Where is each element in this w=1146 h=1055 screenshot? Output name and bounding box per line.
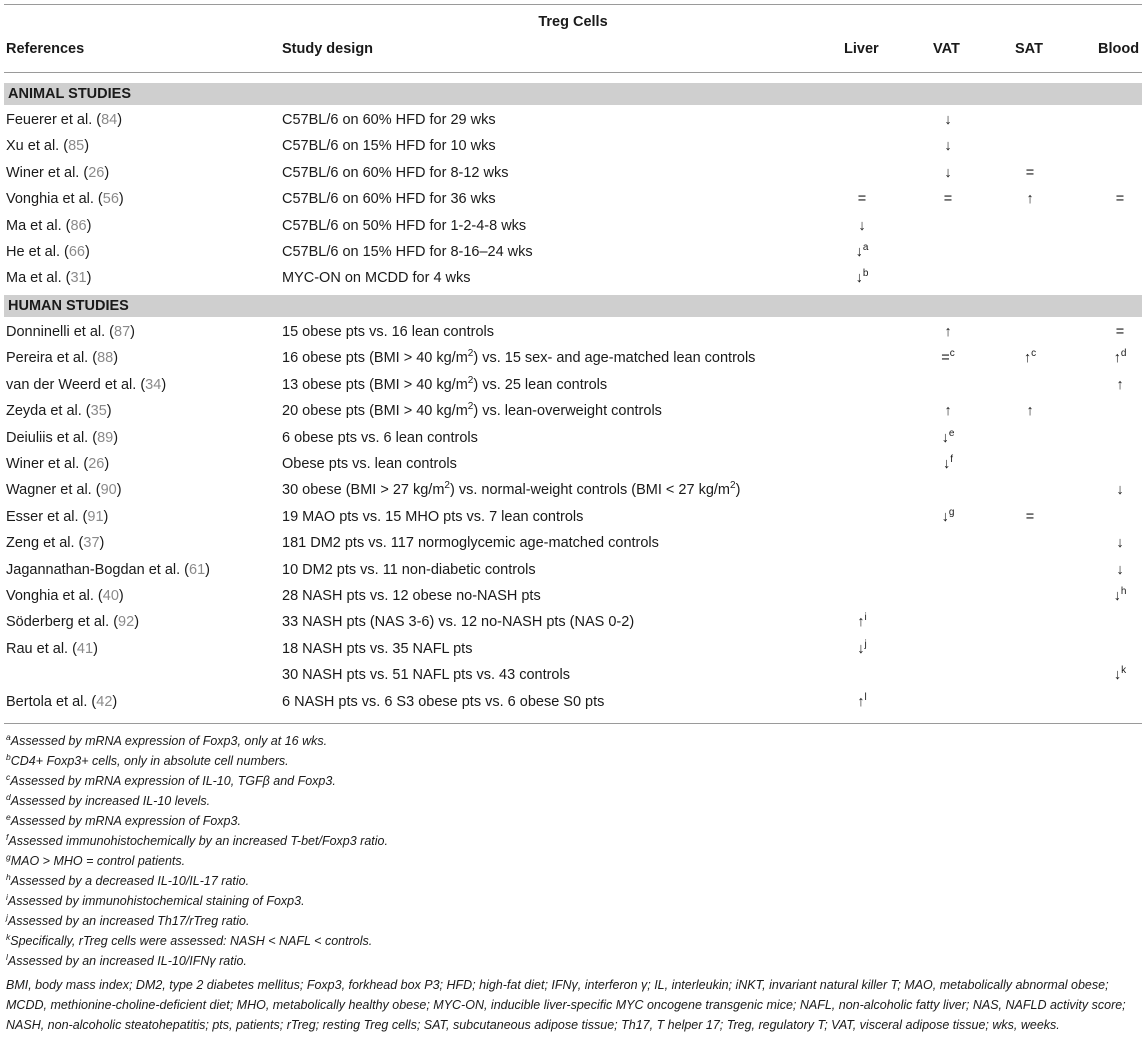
study-design-cell [282,662,570,688]
blood-value [1100,372,1140,398]
footnote-mark: b [6,752,11,762]
reference-close: ) [118,588,124,604]
blood-symbol: ↑ [1113,350,1121,367]
study-design-cell [282,239,533,265]
footnote-text: Assessed by an increased IL-10/IFNγ ratio. [7,954,247,968]
blood-symbol: ↑ [1116,376,1124,393]
table-row [0,636,1146,662]
blood-symbol: ↓ [1116,561,1124,578]
study-design-cell [282,372,607,398]
footnote [6,791,1142,811]
reference-close: ) [85,244,90,260]
study-design-cell [282,583,541,609]
blood-symbol: ↓ [1116,535,1124,552]
study-design-cell [282,107,496,133]
liver-value [842,265,882,291]
footnote-text: Assessed by mRNA expression of Foxp3, only at 16 wks. [10,734,328,748]
study-design-cell [282,213,526,239]
reference-close: ) [86,217,92,234]
study-design-cell [282,636,472,662]
header-references: References [6,41,85,57]
table-row [0,425,1146,451]
reference-cell [6,213,91,239]
reference-author: Bertola et al. ( [6,693,97,710]
reference-citation: 40 [102,588,119,604]
design-text: 10 DM2 pts vs. 11 non-diabetic controls [282,561,536,578]
liver-footnote-mark: i [864,612,867,624]
reference-citation: 86 [70,217,87,234]
reference-author: van der Weerd et al. ( [6,376,146,393]
reference-author: Winer et al. ( [6,456,89,472]
abbreviations: BMI, body mass index; DM2, type 2 diabetes mellitus; Foxp3, forkhead box P3; HFD; high-fat diet; IFNγ, interferon γ; IL, interleukin; iNKT, invariant natural killer T; MAO, metabolically abnormal obese; MCDD, methionine-choline-deficient diet; MHO, metabolically healthy obese; MYC-ON, inducible liver-specific MYC oncogene transgenic mice; NAFL, non-alcoholic fatty liver; NAS, NAFLD activity score; NASH, non-alcoholic steatohepatitis; pts, patients; rTreg; resting Treg cells; SAT, subcutaneous adipose tissue; Th17, T helper 17; Treg, regulatory T; VAT, visceral adipose tissue; wks, weeks. [6,978,1126,1032]
liver-footnote-mark: l [864,691,867,703]
reference-cell [6,160,109,186]
vat-symbol: ↑ [944,324,952,340]
footnote [6,811,1142,831]
reference-cell [6,319,135,345]
reference-close: ) [118,191,124,208]
table-row [0,372,1146,398]
design-text: 15 obese pts vs. 16 lean controls [282,324,494,340]
footnote [6,751,1142,771]
table-row [0,477,1146,503]
top-rule [4,4,1142,5]
header-blood: Blood [1098,41,1140,57]
reference-author: Ma et al. ( [6,270,71,287]
design-superscript: 2 [467,374,474,386]
design-text: C57BL/6 on 60% HFD for 36 wks [282,191,496,208]
sat-footnote-mark: c [1031,348,1037,360]
vat-value [928,504,968,530]
reference-citation: 85 [68,138,85,155]
reference-close: ) [113,350,119,367]
footnote-mark: l [6,952,8,962]
reference-author: Rau et al. ( [6,640,77,657]
reference-citation: 35 [90,403,107,420]
design-text: 6 NASH pts vs. 6 S3 obese pts vs. 6 obese S0 pts [282,693,605,710]
liver-symbol: ↓ [855,244,863,260]
reference-cell [6,133,89,159]
footnote-mark: c [6,772,11,782]
vat-footnote-mark: c [949,348,955,360]
footnote-mark: d [6,792,11,802]
reference-cell [6,609,139,635]
design-text: C57BL/6 on 15% HFD for 10 wks [282,138,496,155]
liver-footnote-mark: b [862,268,869,280]
vat-symbol: ↓ [942,456,951,472]
footnote-text: Assessed by increased IL-10 levels. [10,794,211,808]
table-row [0,609,1146,635]
vat-value [928,107,968,133]
vat-value [928,319,968,345]
table-row [0,319,1146,345]
section-animal-studies: ANIMAL STUDIES [4,83,1142,105]
reference-citation: 31 [70,270,87,287]
liver-symbol: ↓ [857,640,865,657]
reference-author: Vonghia et al. ( [6,191,103,208]
sat-value [1010,186,1050,212]
table-row [0,398,1146,424]
design-text: ) vs. normal-weight controls (BMI < 27 kg/m [449,482,730,499]
reference-citation: 42 [96,693,113,710]
liver-value [842,239,882,265]
blood-footnote-mark: d [1120,348,1127,360]
reference-citation: 91 [87,508,104,525]
liver-symbol: ↑ [857,693,865,710]
design-superscript: 2 [444,480,450,492]
blood-symbol: = [1115,191,1125,208]
liver-symbol: ↑ [857,614,865,631]
reference-citation: 92 [118,614,135,631]
liver-value [842,213,882,239]
section-human-studies: HUMAN STUDIES [4,295,1142,317]
liver-symbol: = [857,191,867,208]
reference-author: Wagner et al. ( [6,482,101,499]
table-row [0,530,1146,556]
footnote [6,911,1142,931]
table-row [0,239,1146,265]
footnote [6,871,1142,891]
table-row [0,504,1146,530]
vat-value [928,398,968,424]
design-text: ) vs. 15 sex- and age-matched lean controls [473,350,756,367]
table-row [0,107,1146,133]
liver-value [842,186,882,212]
sat-symbol: ↑ [1026,403,1034,420]
liver-symbol: ↓ [858,217,866,234]
footnote-text: Assessed immunohistochemically by an increased T-bet/Foxp3 ratio. [8,834,388,848]
footnote [6,931,1142,951]
reference-author: He et al. ( [6,244,69,260]
header-rule [4,72,1142,73]
study-design-cell [282,265,471,291]
design-text: 18 NASH pts vs. 35 NAFL pts [282,640,473,657]
vat-symbol: ↓ [944,112,952,128]
reference-author: Jagannathan-Bogdan et al. ( [6,561,189,578]
reference-author: Feuerer et al. ( [6,112,102,128]
blood-value [1100,186,1140,212]
liver-value [842,689,882,715]
reference-cell [6,557,210,583]
study-design-cell [282,398,662,424]
reference-close: ) [116,482,122,499]
vat-value [928,345,968,371]
sat-symbol: = [1025,508,1035,525]
reference-close: ) [130,324,135,340]
design-text: C57BL/6 on 60% HFD for 8-12 wks [282,164,509,181]
vat-value [928,186,968,212]
design-superscript: 2 [467,348,474,360]
reference-close: ) [84,138,90,155]
footnote-mark: e [6,812,11,822]
study-design-cell [282,186,496,212]
design-text: MYC-ON on MCDD for 4 wks [282,270,471,287]
reference-author: Xu et al. ( [6,138,69,155]
footnotes [6,731,1142,971]
reference-close: ) [99,535,105,552]
footnote [6,891,1142,911]
reference-close: ) [106,403,112,420]
design-text: C57BL/6 on 50% HFD for 1-2-4-8 wks [282,217,527,234]
vat-footnote-mark: g [948,506,955,518]
design-text: C57BL/6 on 60% HFD for 29 wks [282,112,496,128]
table-row [0,265,1146,291]
reference-cell [6,425,118,451]
table-row [0,557,1146,583]
table-title: Treg Cells [538,14,608,30]
reference-cell [6,636,98,662]
design-superscript: 2 [730,480,736,492]
table-row [0,160,1146,186]
reference-cell [6,372,166,398]
liver-symbol: ↓ [855,270,863,287]
reference-cell [6,345,118,371]
footnote [6,851,1142,871]
reference-citation: 66 [68,244,85,260]
sat-symbol: ↑ [1023,350,1032,367]
vat-value [928,133,968,159]
reference-close: ) [113,429,119,446]
table-row [0,583,1146,609]
design-text: 16 obese pts (BMI > 40 kg/m [282,350,468,367]
vat-footnote-mark: f [950,454,954,465]
reference-citation: 90 [100,482,117,499]
reference-citation: 41 [76,640,94,657]
footnote-mark: h [6,872,11,882]
reference-author: Esser et al. ( [6,508,88,525]
blood-footnote-mark: k [1121,665,1127,677]
study-design-cell [282,689,604,715]
sat-value [1010,345,1050,371]
reference-cell [6,107,122,133]
reference-citation: 88 [97,350,114,367]
reference-close: ) [86,270,92,287]
footnote [6,771,1142,791]
footnote-text: CD4+ Foxp3+ cells, only in absolute cell numbers. [10,754,289,768]
study-design-cell [282,477,740,503]
reference-cell [6,689,117,715]
blood-footnote-mark: h [1120,586,1127,597]
liver-footnote-mark: j [864,638,867,650]
reference-cell [6,451,109,477]
reference-close: ) [134,614,140,631]
study-design-cell [282,160,508,186]
reference-author: Zeyda et al. ( [6,403,91,420]
reference-author: Winer et al. ( [6,164,89,181]
study-design-cell [282,609,634,635]
reference-close: ) [103,508,109,525]
sat-symbol: ↑ [1026,191,1034,208]
reference-close: ) [117,112,123,128]
footnote [6,831,1142,851]
reference-cell [6,239,90,265]
vat-symbol: = [941,350,950,367]
blood-value [1100,345,1140,371]
design-text: 30 NASH pts vs. 51 NAFL pts vs. 43 controls [282,667,570,684]
blood-value [1100,557,1140,583]
footnote-mark: f [6,832,9,842]
reference-author: Donninelli et al. ( [6,324,114,340]
study-design-cell [282,425,478,451]
reference-close: ) [112,693,118,710]
blood-symbol: ↓ [1116,482,1124,499]
vat-value [928,160,968,186]
vat-symbol: = [943,191,953,208]
reference-citation: 84 [101,112,118,128]
header-vat: VAT [933,41,960,57]
footnote-text: Assessed by immunohistochemical staining of Foxp3. [7,894,305,908]
reference-author: Ma et al. ( [6,217,71,234]
blood-symbol: = [1115,324,1125,340]
footnote [6,951,1142,971]
reference-cell [6,186,124,212]
study-design-cell [282,530,659,556]
vat-symbol: ↓ [944,164,952,181]
reference-citation: 87 [114,324,131,340]
design-text: ) vs. lean-overweight controls [473,403,662,420]
table-row [0,345,1146,371]
reference-cell [6,265,91,291]
header-study-design: Study design [282,41,374,57]
vat-symbol: ↓ [941,429,949,446]
design-text: ) [735,482,741,499]
study-design-cell [282,133,496,159]
study-design-cell [282,451,457,477]
design-text: 20 obese pts (BMI > 40 kg/m [282,403,468,420]
blood-symbol: ↓ [1113,588,1121,604]
reference-citation: 89 [97,429,114,446]
footnote-text: MAO > MHO = control patients. [10,854,186,868]
reference-close: ) [104,456,110,472]
design-superscript: 2 [467,401,474,413]
header-sat: SAT [1015,41,1043,57]
reference-author: Pereira et al. ( [6,350,98,367]
vat-symbol: ↓ [941,508,949,525]
reference-cell [6,530,104,556]
reference-close: ) [104,164,110,181]
reference-citation: 34 [145,376,162,393]
footnote-text: Assessed by a decreased IL-10/IL-17 ratio. [10,874,250,888]
blood-value [1100,319,1140,345]
reference-author: Deiuliis et al. ( [6,429,98,446]
liver-value [842,636,882,662]
vat-value [928,451,968,477]
sat-value [1010,160,1050,186]
study-design-cell [282,504,583,530]
design-text: 6 obese pts vs. 6 lean controls [282,429,478,446]
table-row [0,689,1146,715]
blood-symbol: ↓ [1113,667,1122,684]
table-row [0,451,1146,477]
liver-footnote-mark: a [862,242,869,253]
reference-close: ) [205,561,210,578]
design-text: ) vs. 25 lean controls [473,376,608,393]
study-design-cell [282,557,536,583]
sat-value [1010,504,1050,530]
table-row [0,213,1146,239]
design-text: 33 NASH pts (NAS 3-6) vs. 12 no-NASH pts (NAS 0-2) [282,614,635,631]
reference-close: ) [161,376,167,393]
design-text: 13 obese pts (BMI > 40 kg/m [282,376,468,393]
vat-symbol: ↑ [944,403,952,420]
reference-citation: 26 [88,164,105,181]
header-liver: Liver [844,41,879,57]
reference-cell [6,398,112,424]
reference-citation: 37 [83,535,100,552]
design-text: 181 DM2 pts vs. 117 normoglycemic age-matched controls [282,535,659,552]
reference-author: Vonghia et al. ( [6,588,103,604]
vat-symbol: ↓ [944,138,952,155]
footnote-mark: i [6,892,8,902]
table-row [0,186,1146,212]
design-text: 30 obese (BMI > 27 kg/m [282,482,445,499]
reference-cell [6,504,108,530]
sat-value [1010,398,1050,424]
blood-value [1100,530,1140,556]
footnote-text: Assessed by an increased Th17/rTreg ratio. [7,914,250,928]
reference-citation: 61 [189,561,206,578]
design-text: Obese pts vs. lean controls [282,456,457,472]
blood-value [1100,583,1140,609]
liver-value [842,609,882,635]
footnote-mark: g [6,852,11,862]
reference-citation: 56 [102,191,119,208]
footnote-text: Assessed by mRNA expression of IL-10, TGFβ and Foxp3. [10,774,336,788]
reference-cell [6,477,122,503]
table-row [0,133,1146,159]
footnote [6,731,1142,751]
blood-value [1100,662,1140,688]
design-text: C57BL/6 on 15% HFD for 8-16–24 wks [282,244,533,260]
vat-footnote-mark: e [948,427,955,439]
design-text: 19 MAO pts vs. 15 MHO pts vs. 7 lean controls [282,508,584,525]
reference-citation: 26 [88,456,105,472]
blood-value [1100,477,1140,503]
study-design-cell [282,319,494,345]
vat-value [928,425,968,451]
footnote-text: Specifically, rTreg cells were assessed: NASH < NAFL < controls. [10,934,373,948]
footnote-mark: k [6,932,11,942]
footnote-mark: j [6,912,8,922]
bottom-rule [4,723,1142,724]
reference-cell [6,583,124,609]
sat-symbol: = [1025,164,1035,181]
table-row [0,662,1146,688]
footnote-text: Assessed by mRNA expression of Foxp3. [10,814,241,828]
design-text: 28 NASH pts vs. 12 obese no-NASH pts [282,588,541,604]
reference-author: Söderberg et al. ( [6,614,119,631]
study-design-cell [282,345,755,371]
reference-author: Zeng et al. ( [6,535,84,552]
reference-close: ) [93,640,98,657]
footnote-mark: a [6,732,11,742]
